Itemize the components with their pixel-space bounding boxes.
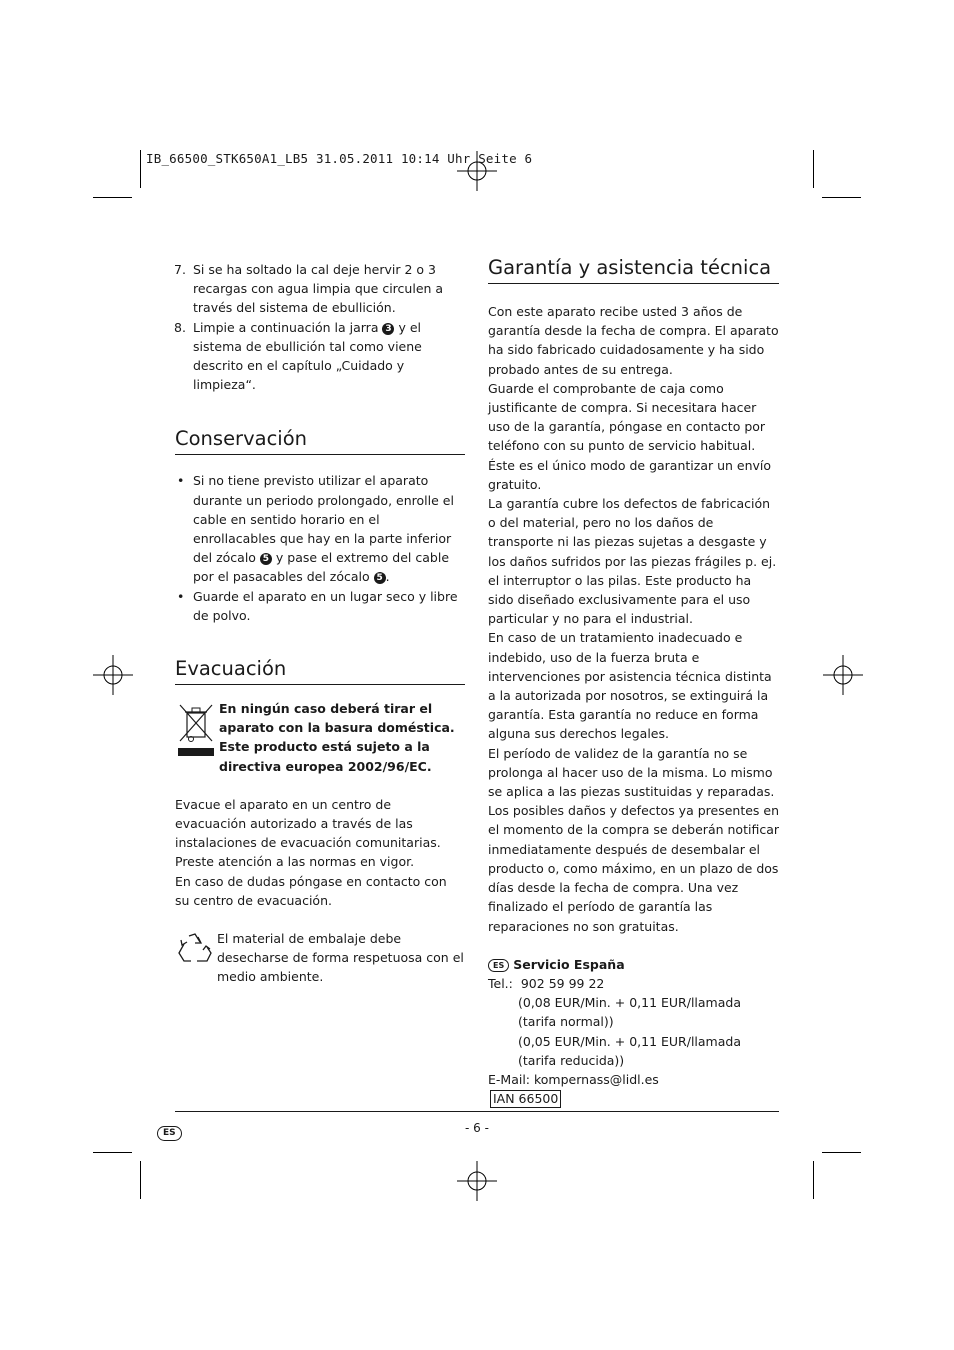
bullet-icon: • — [177, 473, 185, 489]
service-title-row — [488, 955, 779, 974]
list-item — [175, 471, 465, 586]
bullet-text: Guarde el aparato en un lugar seco y libre de polvo. — [193, 588, 458, 623]
service-block — [488, 955, 779, 1109]
rate-line: (tarifa normal)) — [518, 1014, 614, 1030]
registration-mark-right — [823, 655, 863, 695]
recycling-notice — [175, 929, 465, 987]
recycling-text: El material de embalaje debe desecharse de forma respetuosa con el medio ambiente. — [217, 931, 464, 985]
paragraph: En caso de dudas póngase en contacto con su centro de evacuación. — [175, 873, 447, 908]
step-number: 7. — [174, 262, 186, 277]
crop-mark — [93, 197, 132, 198]
crop-mark — [93, 1152, 132, 1153]
crop-mark — [140, 150, 141, 188]
step-7 — [175, 260, 465, 318]
steps-list — [175, 260, 465, 394]
part-ref-icon: 5 — [374, 572, 386, 584]
step-text: Limpie a continuación la jarra — [193, 319, 379, 335]
page-number: - 6 - — [465, 1121, 489, 1135]
bullet-text: Si no tiene previsto utilizar el aparato durante un periodo prolongado, enrolle el cable en sentido horario en el enrollacables que hay en la parte inferior del zócalo — [193, 473, 454, 566]
print-header: IB_66500_STK650A1_LB5 31.05.2011 10:14 Uhr Seite 6 — [146, 151, 533, 166]
part-ref-icon: 3 — [382, 323, 394, 335]
weee-text: En ningún caso deberá tirar el aparato con la basura doméstica. Este producto está sujeto a la directiva europea 2002/96/EC. — [219, 701, 455, 774]
rate-line: (0,08 EUR/Min. + 0,11 EUR/llamada — [518, 995, 741, 1011]
paragraph: En caso de un tratamiento inadecuado e indebido, uso de la fuerza bruta e intervenciones por asistencia técnica distinta a la autorizada por nosotros, se extinguirá la garantía. Esta garantía no reduce en forma alguna sus derechos legales. — [488, 630, 772, 742]
tel-number: 902 59 99 22 — [520, 975, 605, 991]
section-heading-garantia: Garantía y asistencia técnica — [488, 256, 779, 284]
ian-box: IAN 66500 — [490, 1090, 561, 1108]
paragraph: Evacue el aparato en un centro de evacuación autorizado a través de las instalaciones de evacuación comunitarias. — [175, 796, 441, 851]
part-ref-icon: 5 — [260, 553, 272, 565]
step-text: Si se ha soltado la cal deje hervir 2 o 3 recargas con agua limpia que circulen a través del sistema de ebullición. — [193, 262, 444, 316]
bullet-text: . — [385, 569, 390, 585]
service-title: Servicio España — [513, 956, 625, 972]
section-heading-evacuacion: Evacuación — [175, 657, 465, 685]
step-number: 8. — [174, 319, 186, 335]
country-badge: ES — [157, 1126, 182, 1141]
paragraph: Preste atención a las normas en vigor. — [175, 854, 415, 870]
crop-mark — [140, 1161, 141, 1199]
registration-mark-left — [93, 655, 133, 695]
right-column — [488, 256, 779, 1108]
paragraph: La garantía cubre los defectos de fabricación o del material, pero no los daños de transporte ni las piezas sujetas a desgaste y los daños sufridos por las piezas frágiles p. ej. el interruptor o las pilas. Este producto ha sido diseñado exclusivamente para el uso particular y no para el industrial. — [488, 496, 777, 627]
conservacion-list — [175, 471, 465, 625]
paragraph: El período de validez de la garantía no se prolonga al hacer uso de la misma. Lo mismo se aplica a las piezas sustituidas y reparadas. Los posibles daños y defectos ya presentes en el momento de la compra se deberán notificar inmediatamente después de desembalar el producto o, como máximo, en un plazo de dos días desde la fecha de compra. Una vez finalizado el período de garantía las reparaciones no son gratuitas. — [488, 745, 780, 934]
ian-row — [488, 1089, 779, 1108]
tel-label: Tel.: — [488, 975, 513, 991]
left-column — [175, 260, 465, 987]
section-heading-conservacion: Conservación — [175, 427, 465, 455]
bullet-icon: • — [177, 588, 185, 604]
recycling-icon — [176, 932, 214, 966]
bullet-text: y pase el extremo del cable por el pasacables del zócalo — [193, 550, 450, 585]
crossed-bin-icon — [178, 703, 214, 759]
footer-lang-badge — [157, 1121, 182, 1141]
paragraph: Guarde el comprobante de caja como justificante de compra. Si necesitara hacer uso de la garantía, póngase en contacto por teléfono con su punto de servicio habitual. Éste es el único modo de garantizar un envío gratuito. — [488, 380, 772, 492]
footer-rule — [175, 1111, 779, 1112]
service-phone-row — [488, 974, 779, 993]
weee-notice — [175, 699, 465, 776]
evacuacion-body — [175, 795, 465, 910]
crop-mark — [813, 1161, 814, 1199]
step-8 — [175, 318, 465, 395]
paragraph: Con este aparato recibe usted 3 años de garantía desde la fecha de compra. El aparato ha sido fabricado cuidadosamente y ha sido probado antes de su entrega. — [488, 304, 779, 377]
country-badge: ES — [488, 959, 509, 972]
registration-mark-bottom — [457, 1161, 497, 1201]
crop-mark — [822, 1152, 861, 1153]
garantia-body — [488, 302, 779, 936]
crop-mark — [822, 197, 861, 198]
email-line: E-Mail: kompernass@lidl.es — [488, 1071, 659, 1087]
step-text: y el sistema de ebullición tal como viene descrito en el capítulo „Cuidado y limpieza“. — [193, 319, 422, 393]
rate-line: (tarifa reducida)) — [518, 1052, 625, 1068]
rate-line: (0,05 EUR/Min. + 0,11 EUR/llamada — [518, 1033, 741, 1049]
list-item — [175, 587, 465, 625]
crop-mark — [813, 150, 814, 188]
